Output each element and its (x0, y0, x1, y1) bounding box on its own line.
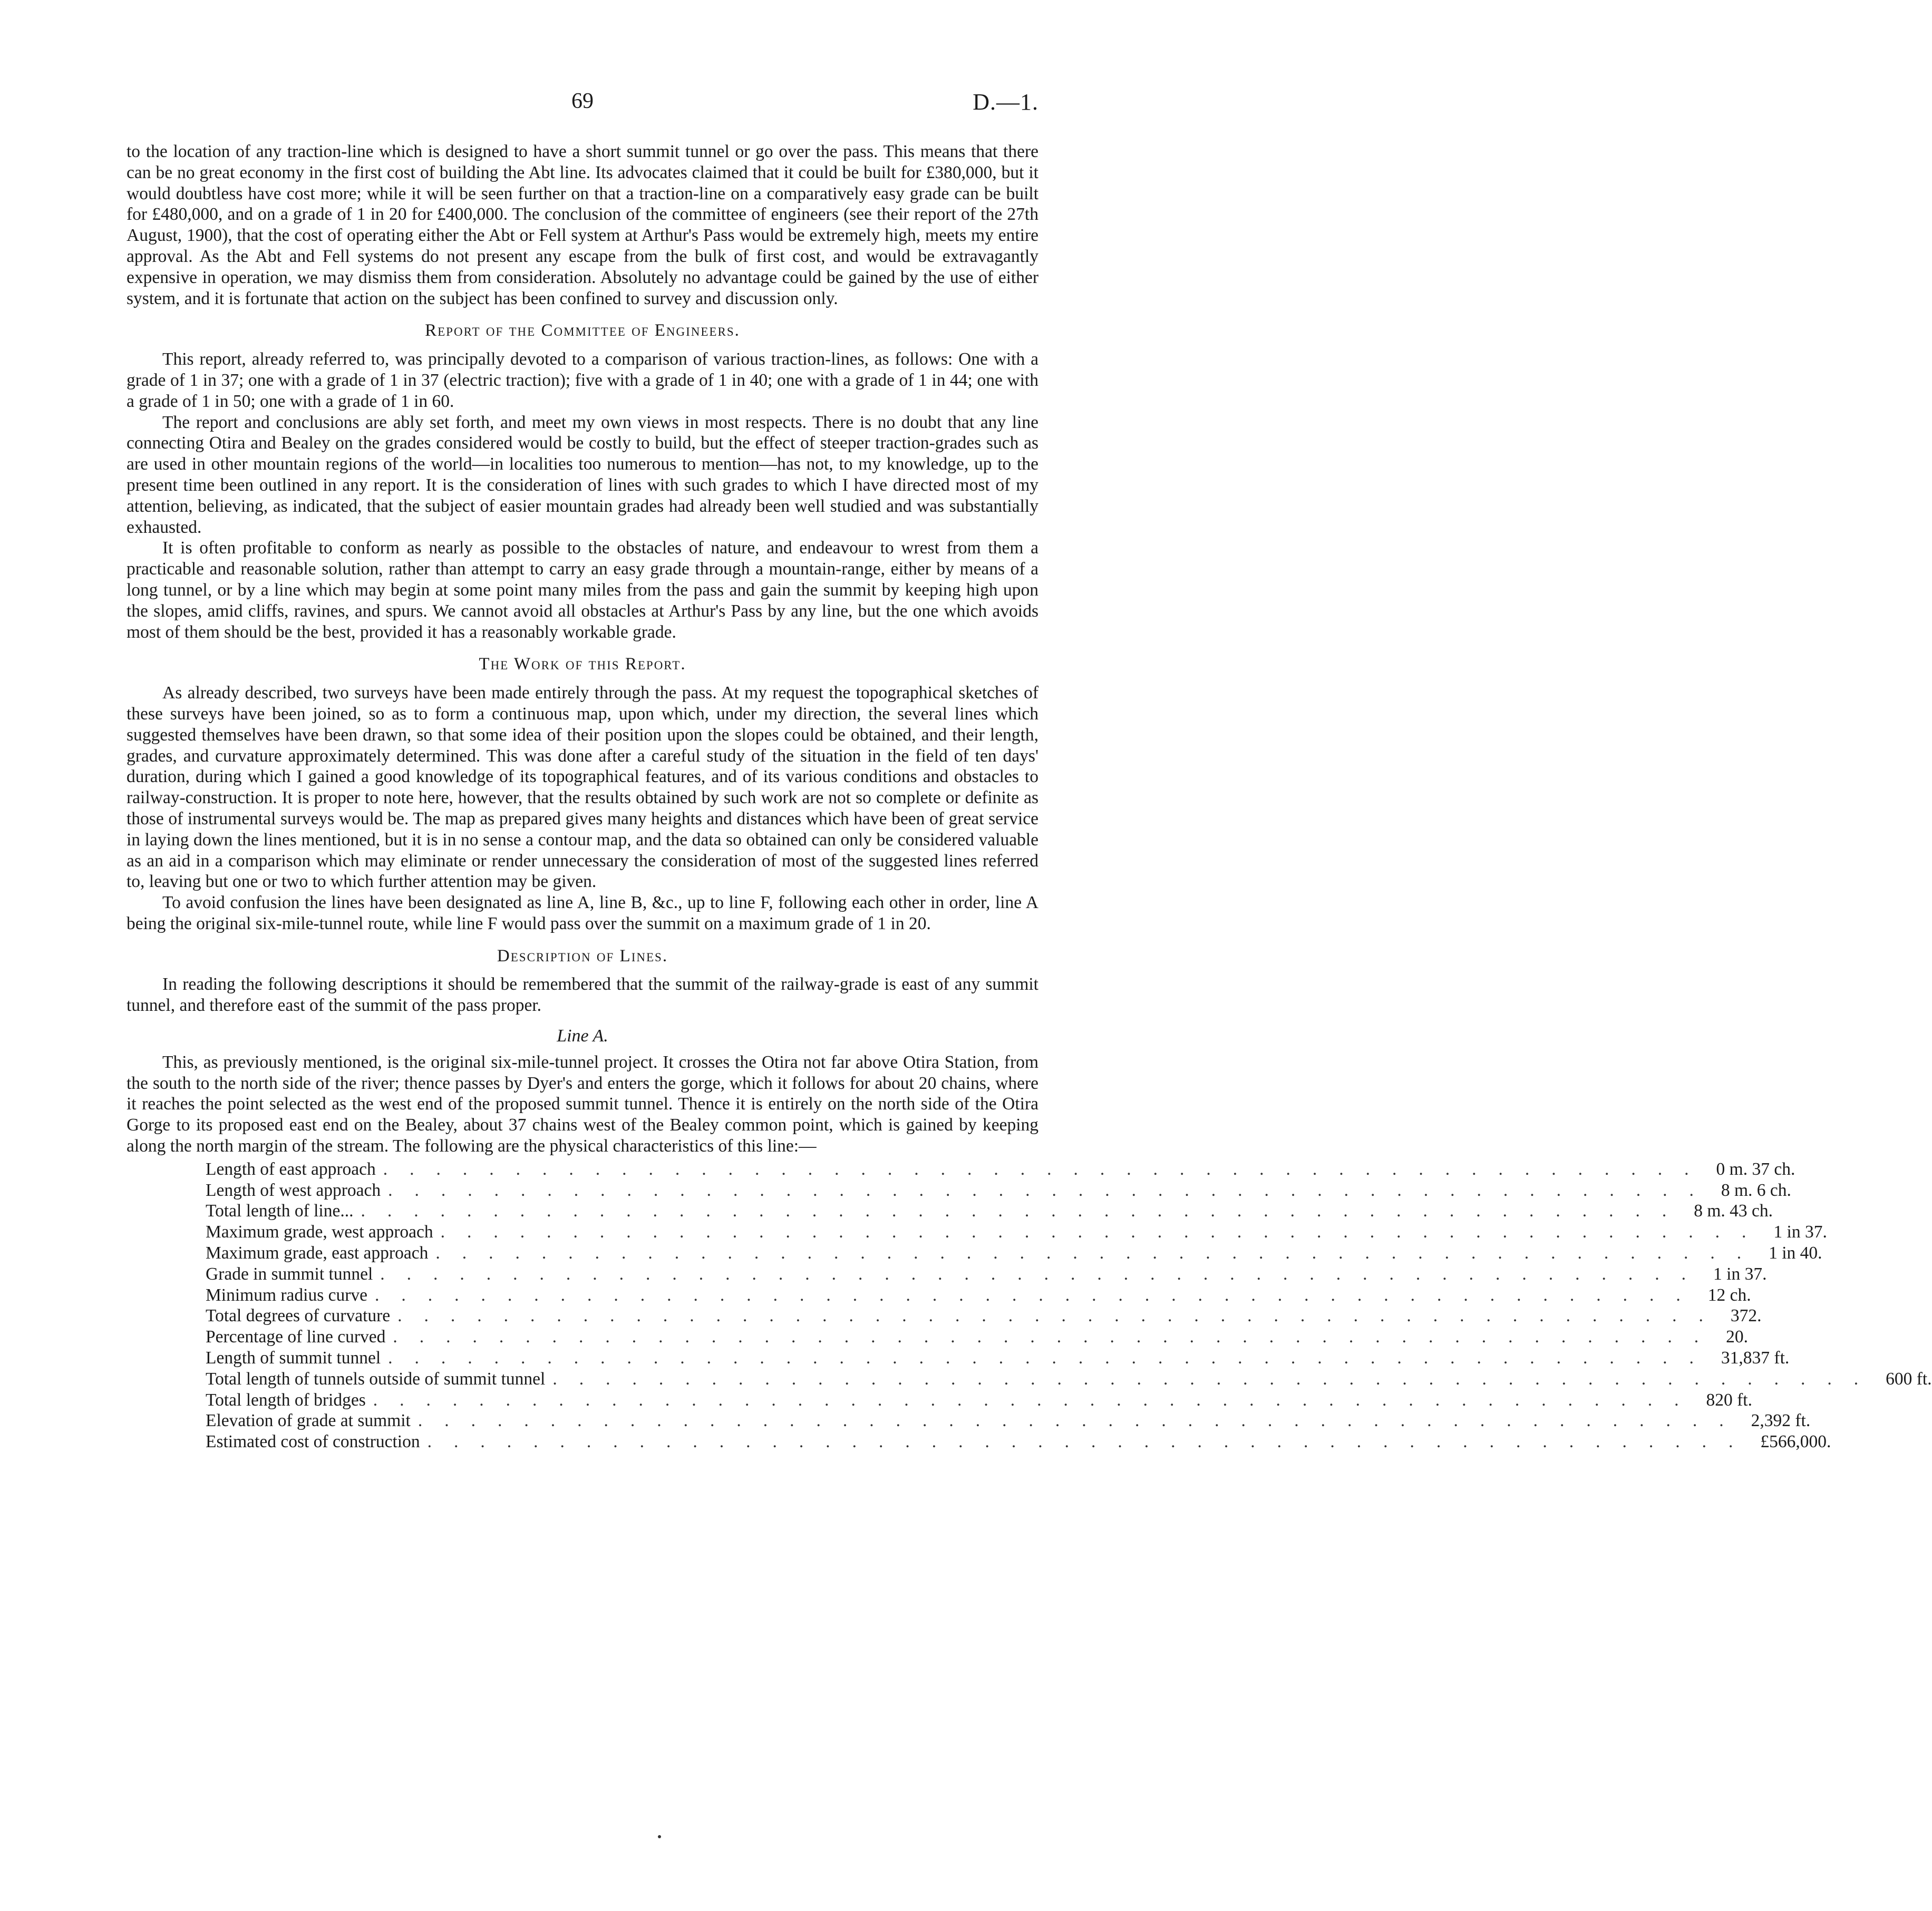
spec-label: Estimated cost of construction (206, 1432, 420, 1452)
intro-paragraph: to the location of any traction-line which is designed to have a short summit tunnel or go over the pass. This means that there can be no great economy in the first cost of building the Abt line. Its advocates claimed that it could be built for £380,000, but it would doubtless have cost more; while it will be seen further on that a traction-line on a comparatively easy grade can be built for £480,000, and on a grade of 1 in 20 for £400,000. The conclusion of the committee of engineers (see their report of the 27th August, 1900), that the cost of operating either the Abt or Fell system at Arthur's Pass would be extremely high, meets my entire approval. As the Abt and Fell systems do not present any escape from the bulk of first cost, and would be extravagantly expensive in operation, we may dismiss them from consideration. Absolutely no advantage could be gained by the use of either system, and it is fortunate that action on the subject has been confined to survey and discussion only. (127, 142, 1038, 308)
section-heading-committee-report: Report of the Committee of Engineers. (425, 321, 740, 340)
spec-row (206, 1285, 1751, 1306)
paragraph: The report and conclusions are ably set forth, and meet my own views in most respects. There is no doubt that any line connecting Otira and Bealey on the grades considered would be costly to build, but the effect of steeper traction-grades such as are used in other mountain regions of the world—in localities too numerous to mention—has not, to my knowledge, up to the present time been outlined in any report. It is the consideration of lines with such grades to which I have directed most of my attention, believing, as indicated, that the subject of easier mountain grades had already been well studied and was substantially exhausted. (127, 412, 1038, 537)
spec-row (206, 1264, 1767, 1285)
spec-label: Length of summit tunnel (206, 1348, 381, 1368)
spec-label: Total length of bridges (206, 1390, 366, 1410)
leader-dots: .................................................. (440, 1222, 1769, 1242)
paragraph: To avoid confusion the lines have been designated as line A, line B, &c., up to line F, following each other in order, line A being the original six-mile-tunnel route, while line F would pass over the summit on a maximum grade of 1 in 20. (127, 893, 1038, 933)
spec-row (206, 1159, 1795, 1180)
spec-row (206, 1410, 1811, 1431)
section-heading-work-of-report: The Work of this Report. (479, 655, 686, 674)
spec-label: Total length of line... (206, 1201, 354, 1221)
spec-row (206, 1431, 1831, 1452)
leader-dots: .................................................. (427, 1432, 1755, 1452)
leader-dots: .................................................. (375, 1285, 1703, 1305)
paragraph: In reading the following descriptions it should be remembered that the summit of the railway-grade is east of any summit tunnel, and therefore east of the summit of the pass proper. (127, 974, 1038, 1016)
leader-dots: .................................................. (388, 1180, 1716, 1200)
spec-label: Percentage of line curved (206, 1327, 386, 1347)
spec-value: 1 in 40. (1769, 1243, 1822, 1263)
leader-dots: .................................................. (373, 1390, 1701, 1410)
spec-value: 0 m. 37 ch. (1716, 1159, 1795, 1179)
spec-value: 600 ft. (1886, 1369, 1932, 1389)
leader-dots: .................................................. (393, 1327, 1721, 1347)
page-header (127, 89, 1038, 120)
spec-row (206, 1305, 1762, 1327)
paragraph: It is often profitable to conform as nearly as possible to the obstacles of nature, and endeavour to wrest from them a practicable and reasonable solution, rather than attempt to carry an easy grade through a mountain-range, either by means of a long tunnel, or by a line which may begin at some point many miles from the pass and gain the summit by keeping high upon the slopes, amid cliffs, ravines, and spurs. We cannot avoid all obstacles at Arthur's Pass by any line, but the one which avoids most of them should be the best, provided it has a reasonably workable grade. (127, 538, 1038, 642)
leader-dots: .................................................. (380, 1264, 1708, 1284)
page-number: 69 (571, 89, 594, 113)
spec-value: £566,000. (1760, 1432, 1831, 1452)
spec-label: Grade in summit tunnel (206, 1264, 373, 1284)
spec-label: Length of east approach (206, 1159, 376, 1179)
spec-label: Maximum grade, east approach (206, 1243, 429, 1263)
scan-speck (658, 1835, 661, 1838)
subheading-line-a: Line A. (557, 1026, 608, 1046)
spec-row (206, 1369, 1932, 1390)
spec-row (206, 1222, 1827, 1243)
spec-row (206, 1243, 1822, 1264)
spec-row (206, 1327, 1748, 1348)
spec-row (206, 1390, 1752, 1411)
document-id: D.—1. (973, 89, 1038, 115)
spec-value: 8 m. 6 ch. (1721, 1180, 1791, 1200)
section-heading-description-of-lines: Description of Lines. (497, 946, 668, 966)
paragraph: This, as previously mentioned, is the original six-mile-tunnel project. It crosses the Otira not far above Otira Station, from the south to the north side of the river; thence passes by Dyer's and enters the gorge, which it follows for about 20 chains, where it reaches the point selected as the west end of the proposed summit tunnel. Thence it is entirely on the north side of the Otira Gorge to its proposed east end on the Bealey, about 37 chains west of the Bealey common point, which is gained by keeping along the north margin of the stream. The following are the physical characteristics of this line:— (127, 1052, 1038, 1156)
spec-row (206, 1348, 1790, 1369)
leader-dots: .................................................. (418, 1411, 1746, 1431)
leader-dots: .................................................. (361, 1201, 1689, 1221)
spec-row (206, 1201, 1773, 1222)
spec-label: Elevation of grade at summit (206, 1411, 411, 1431)
spec-label: Length of west approach (206, 1180, 381, 1200)
leader-dots: .................................................. (552, 1369, 1881, 1389)
spec-row (206, 1180, 1791, 1201)
spec-value: 2,392 ft. (1751, 1411, 1811, 1431)
spec-value: 1 in 37. (1773, 1222, 1827, 1242)
paragraph: This report, already referred to, was principally devoted to a comparison of various traction-lines, as follows: One with a grade of 1 in 37; one with a grade of 1 in 37 (electric traction); five with a grade of 1 in 40; one with a grade of 1 in 44; one with a grade of 1 in 50; one with a grade of 1 in 60. (127, 349, 1038, 411)
spec-label: Minimum radius curve (206, 1285, 368, 1305)
paragraph: As already described, two surveys have been made entirely through the pass. At my request the topographical sketches of these surveys have been joined, so as to form a continuous map, upon which, under my direction, the several lines which suggested themselves have been drawn, so that some idea of their position upon the slopes could be obtained, and their length, grades, and curvature approximately determined. This was done after a careful study of the situation in the field of ten days' duration, during which I gained a good knowledge of its topographical features, and of its various conditions and obstacles to railway-construction. It is proper to note here, however, that the results obtained by such work are not so complete or definite as those of instrumental surveys would be. The map as prepared gives many heights and distances which have been of great service in laying down the lines mentioned, but it is in no sense a contour map, and the data so obtained can only be considered valuable as an aid in a comparison which may eliminate or render unnecessary the consideration of most of the suggested lines referred to, leaving but one or two to which further attention may be given. (127, 683, 1038, 892)
spec-value: 31,837 ft. (1721, 1348, 1790, 1368)
leader-dots: .................................................. (383, 1159, 1711, 1179)
line-a-characteristics-table (206, 1159, 1932, 1452)
spec-label: Maximum grade, west approach (206, 1222, 433, 1242)
leader-dots: .................................................. (397, 1306, 1725, 1326)
spec-value: 1 in 37. (1713, 1264, 1767, 1284)
spec-value: 8 m. 43 ch. (1694, 1201, 1773, 1221)
spec-value: 12 ch. (1707, 1285, 1751, 1305)
spec-value: 820 ft. (1706, 1390, 1752, 1410)
spec-value: 372. (1730, 1306, 1762, 1326)
spec-label: Total length of tunnels outside of summit tunnel (206, 1369, 546, 1389)
document-body (127, 141, 1932, 1452)
leader-dots: .................................................. (388, 1348, 1716, 1368)
spec-value: 20. (1726, 1327, 1748, 1347)
leader-dots: .................................................. (435, 1243, 1764, 1263)
spec-label: Total degrees of curvature (206, 1306, 391, 1326)
